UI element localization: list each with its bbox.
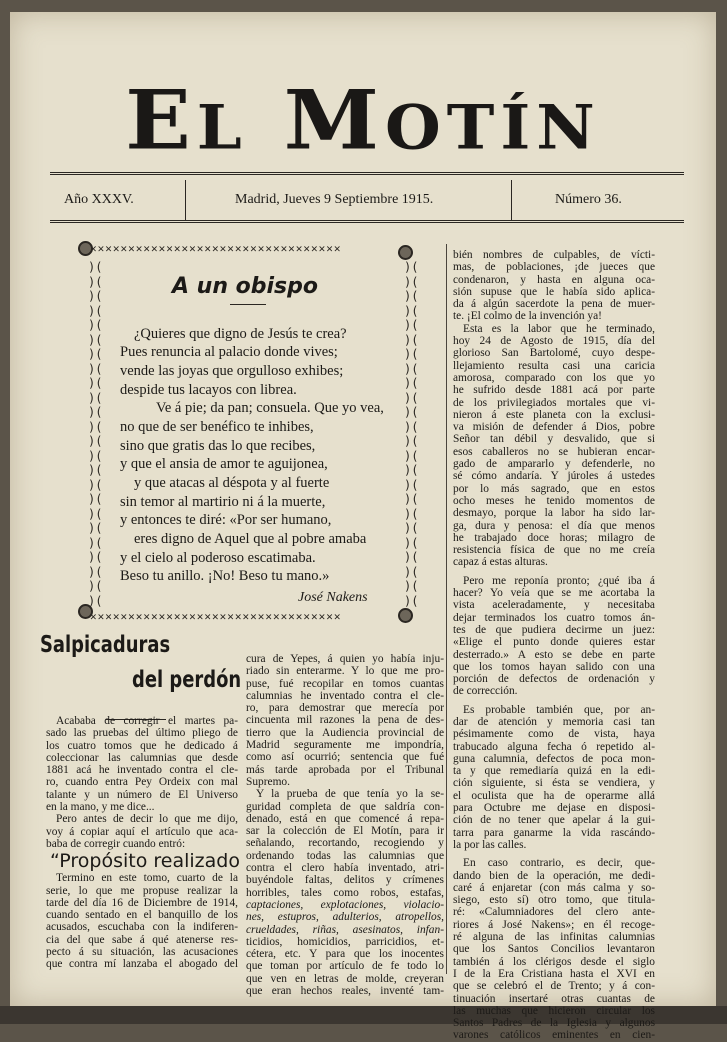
text-line: el oculista que ha de operarme allá bbox=[453, 789, 655, 802]
poem-border-top: ✕✕✕✕✕✕✕✕✕✕✕✕✕✕✕✕✕✕✕✕✕✕✕✕✕✕✕✕✕✕✕✕✕ bbox=[90, 242, 342, 255]
text-line: denado, está en que comencé á repa- bbox=[246, 812, 444, 825]
text-line: cincuenta mil razones la pena de des- bbox=[246, 714, 444, 727]
text-line: guna calumnia, defectos de poca mon- bbox=[453, 752, 655, 765]
text-line: como así ocurrió; sentencia que fué bbox=[246, 751, 444, 764]
top-rule bbox=[50, 172, 684, 175]
text-line: Supremo. bbox=[246, 775, 290, 788]
text-line: caré á enjaretar (con más calma y so- bbox=[453, 881, 655, 894]
text-line: Esta es la labor que he terminado, bbox=[463, 322, 655, 335]
dateline: Madrid, Jueves 9 Septiembre 1915. bbox=[235, 192, 434, 207]
text-line: ro, para demostrar que merecía por bbox=[246, 702, 444, 715]
title-ornament bbox=[230, 304, 266, 305]
poem-verse: ¿Quieres que digno de Jesús te crea? bbox=[134, 326, 347, 342]
text-line: calumnias he inventado contra el cle- bbox=[246, 689, 444, 702]
text-line: tarde del día 16 de Diciembre de 1914, bbox=[46, 896, 238, 909]
text-line: varones católicos eminentes en cien- bbox=[453, 1029, 655, 1042]
text-line: resistencia física de que no me creía bbox=[453, 544, 655, 557]
text-line: capaz á estas alturas. bbox=[453, 556, 548, 569]
text-line: sar la colección de El Motín, para ir bbox=[246, 825, 444, 838]
text-line: ré: «Calumniadores del clero ante- bbox=[453, 906, 655, 919]
text-line: en la mano, y me dice... bbox=[46, 801, 155, 814]
text-line: Madrid seguramente me impondría, bbox=[246, 739, 444, 752]
divider bbox=[511, 180, 512, 220]
text-line: Pero antes de decir lo que me dijo, bbox=[56, 813, 238, 826]
text-line: nieron á este planeta con la exclusi- bbox=[453, 408, 655, 421]
column-divider bbox=[446, 244, 447, 974]
article-column-2 bbox=[246, 653, 444, 997]
text-line: amorosa, comparado con los que yo bbox=[453, 371, 655, 384]
text-line: que contra mí lanzaba el abogado del bbox=[46, 958, 238, 971]
poem-verse: y que el ansia de amor te aguijonea, bbox=[120, 456, 328, 472]
text-line: riores á José Nakens»; en él recoge- bbox=[453, 918, 655, 931]
poem-verse: y que atacas al déspota y al fuerte bbox=[134, 475, 330, 491]
corner-rosette-icon bbox=[398, 608, 413, 623]
article-column-3 bbox=[453, 249, 655, 1042]
text-line: ta y que remediaría quizá en la edi- bbox=[453, 765, 655, 778]
text-line: cura de Yepes, á quien yo había inju- bbox=[246, 653, 444, 665]
poem-verse: despide tus lacayos con librea. bbox=[120, 382, 297, 398]
text-line: talante y un número de El Universo bbox=[46, 788, 238, 801]
article-column-1 bbox=[46, 715, 238, 971]
text-line: 1881 acá he inventado contra el cle- bbox=[46, 764, 238, 777]
text-line: captaciones, explotaciones, violacio- bbox=[246, 898, 444, 911]
text-line: bién nombres de culpables, de vícti- bbox=[453, 249, 655, 261]
text-line: baba de corregir cuando entró: bbox=[46, 837, 186, 850]
text-line: que se celebró el de Trento; y á con- bbox=[453, 980, 655, 993]
text-line: la por las calles. bbox=[453, 838, 527, 851]
text-line: ga, dura y penosa: el día que menos bbox=[453, 519, 655, 532]
text-line: guridad completa de que saldría con- bbox=[246, 800, 444, 813]
text-line: llejamiento resulta casi una caricia bbox=[453, 359, 655, 372]
text-line: riado sin enterarme. Y lo que me pro- bbox=[246, 665, 444, 678]
text-line: tarra para ganarme la vida rascándo- bbox=[453, 826, 655, 839]
article-subhead: “Propósito realizado bbox=[50, 850, 240, 872]
text-line: tes de que pudiera decirme un juez: bbox=[453, 623, 655, 636]
poem-verse: y entonces te diré: «Por ser humano, bbox=[120, 512, 332, 528]
text-line: porción de defectos de ordenación y bbox=[453, 673, 655, 686]
text-line: contra el clero había inventado, atri- bbox=[246, 862, 444, 875]
text-line: cuando sentado en el banquillo de los bbox=[46, 909, 238, 922]
text-line: Acababa de corregir el martes pa- bbox=[56, 715, 238, 727]
text-line: tinuación insertaré otras cuantas de bbox=[453, 992, 655, 1005]
text-line: de corrección. bbox=[453, 685, 518, 698]
text-line: trabucado alguna fecha ó repetido al- bbox=[453, 740, 655, 753]
text-line: que eran hechos reales, inventé tam- bbox=[246, 985, 444, 998]
text-line: vista aceleradamente, y necesitaba bbox=[453, 599, 655, 612]
text-line: Termino en este tomo, cuarto de la bbox=[56, 872, 238, 885]
text-line: desterrado.» A esto se debe en parte bbox=[453, 648, 655, 661]
text-line: ción de no tener que apelar á la gui- bbox=[453, 814, 655, 827]
text-line: esos caballeros no se hubieran encar- bbox=[453, 445, 655, 458]
text-line: gado de ampararlo y defenderle, no bbox=[453, 458, 655, 471]
text-line: para Octubre me dejase en disposi- bbox=[453, 802, 655, 815]
text-line: siego, esto sí) otro tomo, que titula- bbox=[453, 894, 655, 907]
text-line: hacer? Yo veía que se me acortaba la bbox=[453, 587, 655, 600]
poem-verse: no que de ser benéfico te inhibes, bbox=[120, 419, 314, 435]
poem-verse: sin temor al martirio ni á la muerte, bbox=[120, 494, 326, 510]
text-line: sé cómo andaría. Y júroles á ustedes bbox=[453, 470, 655, 483]
poem-verse: y el cielo al poderoso escatimaba. bbox=[120, 550, 316, 566]
text-line: que los Santos Concilios levantaron bbox=[453, 943, 655, 956]
text-line: nes, estupros, adulterios, atropellos, bbox=[246, 911, 444, 924]
text-line: acusados, escuchaba con la indiferen- bbox=[46, 921, 238, 934]
text-line: pésimamente como de vista, haya bbox=[453, 728, 655, 741]
poem-border-right: )( )( )( )( )( )( )( )( )( )( )( )( )( )( )( )( )( )( )( )( )( )( )( )( bbox=[404, 260, 419, 608]
text-line: «Elige el punto donde quieres estar bbox=[453, 636, 655, 649]
poem-verse: eres digno de Aquel que al pobre amaba bbox=[134, 531, 367, 547]
text-line: Pero me reponía pronto; ¿qué iba á bbox=[463, 574, 655, 587]
text-line: ro, cuando entra Pey Ordeix con mal bbox=[46, 776, 238, 789]
text-line: puse, fué recopilar en tomos cuantas bbox=[246, 677, 444, 690]
text-line: que ven en letras de molde, creyeran bbox=[246, 972, 444, 985]
poem-frame bbox=[78, 242, 419, 624]
text-line: desmayo, porque la labor ha sido lar- bbox=[453, 507, 655, 520]
text-line: hoy 24 de Agosto de 1915, día del bbox=[453, 335, 655, 348]
text-line: dar de atención y memoria casi tan bbox=[453, 715, 655, 728]
text-line: pecto á su situación, las acusaciones bbox=[46, 946, 238, 959]
text-line: sado las pruebas del último pliego de bbox=[46, 727, 238, 740]
text-line: he trabajado doce horas; milagro de bbox=[453, 531, 655, 544]
poem-author: José Nakens bbox=[298, 590, 368, 605]
text-line: horribles, tales como robos, estafas, bbox=[246, 886, 444, 899]
masthead-letter-e: E bbox=[125, 72, 197, 169]
divider bbox=[185, 180, 186, 220]
text-line: Y la prueba de que tenía yo la se- bbox=[256, 788, 444, 801]
year-label: Año XXXV. bbox=[64, 192, 134, 207]
text-line: por lo más sagrado, que en estos bbox=[453, 482, 655, 495]
text-line: I de la Era Cristiana hasta el XVI en bbox=[453, 967, 655, 980]
text-line: En caso contrario, es decir, que- bbox=[463, 857, 655, 870]
text-line: ción siguiente, si ésta se vendiera, y bbox=[453, 777, 655, 790]
poem-verse: Ve á pie; da pan; consuela. Que yo vea, bbox=[156, 400, 384, 416]
text-line: que toman por artículo de fe todo lo bbox=[246, 960, 444, 973]
text-line: he sufrido desde 1881 acá por parte bbox=[453, 384, 655, 397]
text-line: señalando, recortando, recogiendo y bbox=[246, 837, 444, 850]
text-line: dejar terminados los cuatro tomos án- bbox=[453, 611, 655, 624]
poem-title: A un obispo bbox=[171, 274, 319, 299]
masthead-letters-otin: OTÍN bbox=[384, 92, 601, 164]
text-line: tierro que la Audiencia provincial de bbox=[246, 726, 444, 739]
article-headline: Salpicaduras bbox=[40, 632, 171, 658]
text-line: ré alguna de las infinitas calumnias bbox=[453, 931, 655, 944]
text-line: también á los clérigos desde el siglo bbox=[453, 955, 655, 968]
poem-verse: vende las joyas que orgulloso exhibes; bbox=[120, 363, 344, 379]
text-line: de los privilegiados mortales que vi- bbox=[453, 396, 655, 409]
text-line: que los tomos hayan salido con una bbox=[453, 660, 655, 673]
text-line: te. ¡El colmo de la invención ya! bbox=[453, 310, 602, 323]
bottom-rule bbox=[50, 220, 684, 223]
text-line: ordenando todas las calumnias que bbox=[246, 849, 444, 862]
text-line: Es probable también que, por an- bbox=[463, 703, 655, 716]
text-line: serie, lo que me propuse realizar la bbox=[46, 884, 238, 897]
text-line: ticidios, homicidios, parricidios, et- bbox=[246, 935, 444, 948]
poem-verse: Beso tu anillo. ¡No! Beso tu mano.» bbox=[120, 568, 330, 584]
text-line: los cuatro tomos que he dedicado á bbox=[46, 739, 238, 752]
article-headline-2: del perdón bbox=[132, 667, 242, 693]
text-line: ocho meses he tenido momentos de bbox=[453, 494, 655, 507]
text-line: condenaron, y hasta en alguna oca- bbox=[453, 273, 655, 286]
masthead bbox=[10, 73, 716, 169]
text-line: Señor tan débil y desvalido, que si bbox=[453, 433, 655, 446]
text-line: voy á copiar aquí el artículo que aca- bbox=[46, 825, 238, 838]
poem-verse: sino que gratis das lo que recibes, bbox=[120, 438, 316, 454]
info-bar bbox=[50, 178, 684, 222]
text-line: dando bien de la operación, me dedi- bbox=[453, 869, 655, 882]
text-line: cia del que sabe á qué atenerse res- bbox=[46, 933, 238, 946]
text-line: cétera, etc. Y para que los inocentes bbox=[246, 948, 444, 961]
masthead-letter-l: L bbox=[196, 92, 248, 164]
newspaper-page bbox=[10, 12, 716, 1042]
text-line: va misión de defender á Dios, pobre bbox=[453, 421, 655, 434]
poem-border-left: )( )( )( )( )( )( )( )( )( )( )( )( )( )( )( )( )( )( )( )( )( )( )( )( bbox=[88, 260, 103, 608]
text-line: las muchas que hicieron circular los bbox=[453, 1004, 655, 1017]
poem-border-bottom: ✕✕✕✕✕✕✕✕✕✕✕✕✕✕✕✕✕✕✕✕✕✕✕✕✕✕✕✕✕✕✕✕✕ bbox=[90, 610, 342, 623]
corner-rosette-icon bbox=[398, 245, 413, 260]
masthead-letter-m: M bbox=[283, 72, 385, 169]
text-line: más tarde aprobada por el Tribunal bbox=[246, 763, 444, 776]
text-line: buyéndole faltas, delitos y crímenes bbox=[246, 874, 444, 887]
text-line: glorioso San Bartolomé, cuyo despe- bbox=[453, 347, 655, 360]
issue-number: Número 36. bbox=[555, 192, 622, 207]
text-line: mas, de poblaciones, ¡de jueces que bbox=[453, 261, 655, 274]
text-line: Santos Padres de la Iglesia y algunos bbox=[453, 1017, 655, 1030]
text-line: sión supuse que le había sido aplica- bbox=[453, 285, 655, 298]
text-line: da á algún sacerdote la pena de muer- bbox=[453, 298, 655, 311]
text-line: coleccionar las calumnias que desde bbox=[46, 751, 238, 764]
poem-verse: Pues renuncia al palacio donde vives; bbox=[120, 344, 338, 360]
text-line: crueldades, riñas, asesinatos, infan- bbox=[246, 923, 444, 936]
